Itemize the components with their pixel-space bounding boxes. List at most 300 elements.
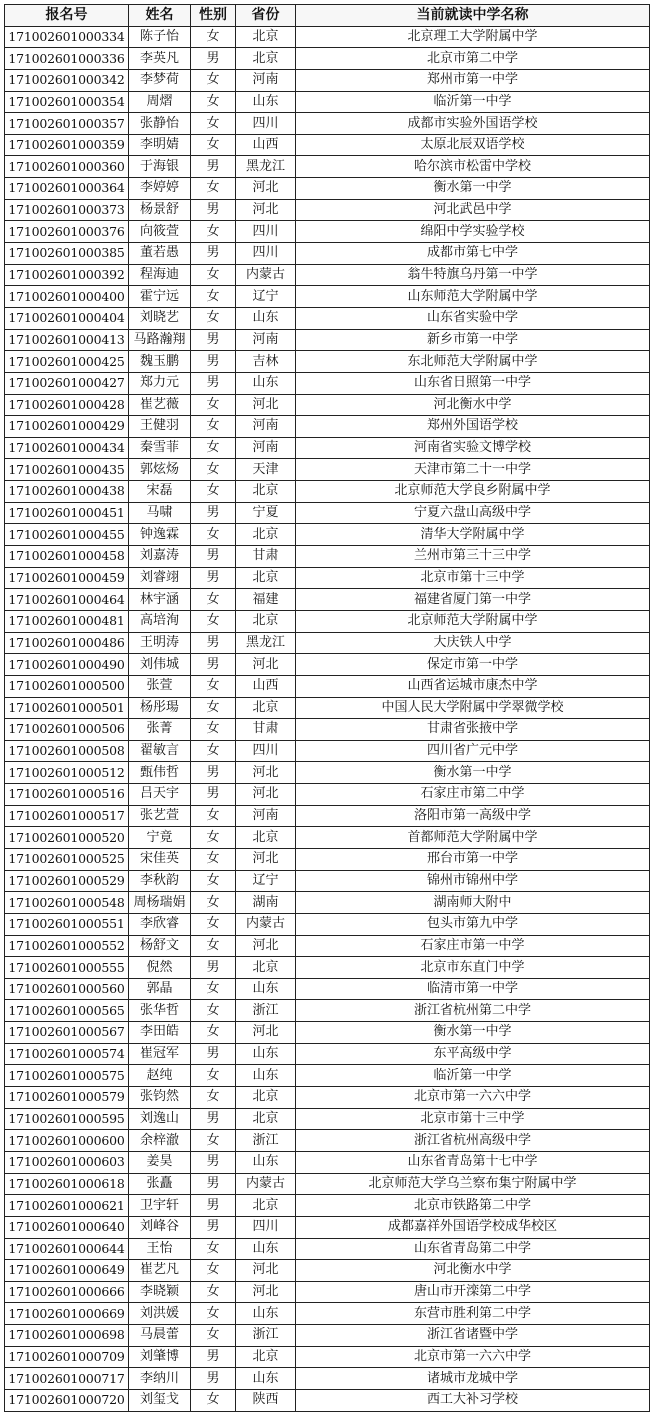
province-cell: 北京 bbox=[236, 957, 296, 979]
province-cell: 河南 bbox=[236, 805, 296, 827]
name-cell: 秦雪菲 bbox=[129, 437, 191, 459]
gender-cell: 女 bbox=[191, 264, 236, 286]
table-row bbox=[5, 589, 650, 611]
school-cell: 锦州市锦州中学 bbox=[296, 870, 650, 892]
province-cell: 河北 bbox=[236, 784, 296, 806]
name-cell: 霍宁远 bbox=[129, 286, 191, 308]
name-cell: 张矗 bbox=[129, 1173, 191, 1195]
school-cell: 绵阳中学实验学校 bbox=[296, 221, 650, 243]
name-cell: 杨舒文 bbox=[129, 935, 191, 957]
table-row bbox=[5, 1390, 650, 1412]
province-cell: 北京 bbox=[236, 1346, 296, 1368]
province-cell: 北京 bbox=[236, 48, 296, 70]
school-cell: 临沂第一中学 bbox=[296, 91, 650, 113]
name-cell: 张钧然 bbox=[129, 1087, 191, 1109]
table-row bbox=[5, 134, 650, 156]
name-cell: 倪然 bbox=[129, 957, 191, 979]
name-cell: 王明涛 bbox=[129, 632, 191, 654]
registration-number-cell: 171002601000618 bbox=[5, 1173, 129, 1195]
province-cell: 四川 bbox=[236, 221, 296, 243]
name-cell: 杨彤瑒 bbox=[129, 697, 191, 719]
school-cell: 洛阳市第一高级中学 bbox=[296, 805, 650, 827]
name-cell: 钟逸霖 bbox=[129, 524, 191, 546]
table-row bbox=[5, 69, 650, 91]
name-cell: 吕天宇 bbox=[129, 784, 191, 806]
province-cell: 河北 bbox=[236, 394, 296, 416]
school-cell: 哈尔滨市松雷中学校 bbox=[296, 156, 650, 178]
gender-cell: 女 bbox=[191, 221, 236, 243]
school-cell: 河北衡水中学 bbox=[296, 394, 650, 416]
name-cell: 刘伟城 bbox=[129, 654, 191, 676]
table-row bbox=[5, 892, 650, 914]
school-cell: 浙江省杭州第二中学 bbox=[296, 1000, 650, 1022]
table-row bbox=[5, 827, 650, 849]
province-cell: 北京 bbox=[236, 481, 296, 503]
school-cell: 山东省青岛第二中学 bbox=[296, 1238, 650, 1260]
registration-number-cell: 171002601000354 bbox=[5, 91, 129, 113]
gender-cell: 男 bbox=[191, 1368, 236, 1390]
gender-cell: 男 bbox=[191, 1216, 236, 1238]
name-cell: 王健羽 bbox=[129, 416, 191, 438]
gender-cell: 女 bbox=[191, 286, 236, 308]
school-cell: 北京理工大学附属中学 bbox=[296, 26, 650, 48]
gender-cell: 男 bbox=[191, 1108, 236, 1130]
gender-cell: 女 bbox=[191, 978, 236, 1000]
registration-number-cell: 171002601000560 bbox=[5, 978, 129, 1000]
province-cell: 河南 bbox=[236, 437, 296, 459]
province-cell: 河北 bbox=[236, 848, 296, 870]
registration-number-cell: 171002601000500 bbox=[5, 675, 129, 697]
name-cell: 李婷婷 bbox=[129, 178, 191, 200]
registration-number-cell: 171002601000555 bbox=[5, 957, 129, 979]
province-cell: 山西 bbox=[236, 134, 296, 156]
province-cell: 河北 bbox=[236, 762, 296, 784]
school-cell: 山东省实验中学 bbox=[296, 307, 650, 329]
gender-cell: 女 bbox=[191, 1130, 236, 1152]
table-row bbox=[5, 546, 650, 568]
table-row bbox=[5, 719, 650, 741]
table-row bbox=[5, 394, 650, 416]
school-cell: 甘肃省张掖中学 bbox=[296, 719, 650, 741]
registration-number-cell: 171002601000464 bbox=[5, 589, 129, 611]
gender-cell: 男 bbox=[191, 372, 236, 394]
name-cell: 卫宇轩 bbox=[129, 1195, 191, 1217]
registration-number-cell: 171002601000603 bbox=[5, 1151, 129, 1173]
registration-number-cell: 171002601000451 bbox=[5, 502, 129, 524]
school-cell: 新乡市第一中学 bbox=[296, 329, 650, 351]
name-cell: 李明婧 bbox=[129, 134, 191, 156]
registration-number-cell: 171002601000525 bbox=[5, 848, 129, 870]
table-row bbox=[5, 351, 650, 373]
table-row bbox=[5, 1173, 650, 1195]
province-cell: 山西 bbox=[236, 675, 296, 697]
name-cell: 崔艺薇 bbox=[129, 394, 191, 416]
name-cell: 宋佳英 bbox=[129, 848, 191, 870]
registration-number-cell: 171002601000392 bbox=[5, 264, 129, 286]
table-row bbox=[5, 1281, 650, 1303]
gender-cell: 女 bbox=[191, 913, 236, 935]
province-cell: 黑龙江 bbox=[236, 632, 296, 654]
school-cell: 诸城市龙城中学 bbox=[296, 1368, 650, 1390]
table-row bbox=[5, 654, 650, 676]
name-cell: 崔艺凡 bbox=[129, 1260, 191, 1282]
province-cell: 吉林 bbox=[236, 351, 296, 373]
gender-cell: 女 bbox=[191, 1281, 236, 1303]
gender-cell: 女 bbox=[191, 805, 236, 827]
gender-cell: 女 bbox=[191, 1087, 236, 1109]
registration-number-cell: 171002601000413 bbox=[5, 329, 129, 351]
gender-cell: 女 bbox=[191, 307, 236, 329]
school-cell: 北京师范大学良乡附属中学 bbox=[296, 481, 650, 503]
gender-cell: 女 bbox=[191, 589, 236, 611]
school-cell: 中国人民大学附属中学翠微学校 bbox=[296, 697, 650, 719]
table-row bbox=[5, 1087, 650, 1109]
school-cell: 浙江省杭州高级中学 bbox=[296, 1130, 650, 1152]
table-row bbox=[5, 1000, 650, 1022]
registration-number-cell: 171002601000336 bbox=[5, 48, 129, 70]
table-row bbox=[5, 26, 650, 48]
name-cell: 李晓颖 bbox=[129, 1281, 191, 1303]
registration-number-cell: 171002601000400 bbox=[5, 286, 129, 308]
table-row bbox=[5, 372, 650, 394]
table-row bbox=[5, 1130, 650, 1152]
registration-number-cell: 171002601000600 bbox=[5, 1130, 129, 1152]
school-cell: 临清市第一中学 bbox=[296, 978, 650, 1000]
school-cell: 河北武邑中学 bbox=[296, 199, 650, 221]
province-cell: 山东 bbox=[236, 1151, 296, 1173]
registration-number-cell: 171002601000434 bbox=[5, 437, 129, 459]
name-cell: 李纳川 bbox=[129, 1368, 191, 1390]
name-cell: 马路瀚翔 bbox=[129, 329, 191, 351]
table-row bbox=[5, 632, 650, 654]
registration-number-cell: 171002601000565 bbox=[5, 1000, 129, 1022]
province-cell: 四川 bbox=[236, 113, 296, 135]
registration-number-cell: 171002601000640 bbox=[5, 1216, 129, 1238]
header-registration-number: 报名号 bbox=[5, 5, 129, 27]
province-cell: 福建 bbox=[236, 589, 296, 611]
registration-number-cell: 171002601000342 bbox=[5, 69, 129, 91]
table-row bbox=[5, 459, 650, 481]
header-gender: 性别 bbox=[191, 5, 236, 27]
school-cell: 石家庄市第一中学 bbox=[296, 935, 650, 957]
name-cell: 甄伟哲 bbox=[129, 762, 191, 784]
name-cell: 周杨瑞娟 bbox=[129, 892, 191, 914]
school-cell: 北京市第十三中学 bbox=[296, 1108, 650, 1130]
name-cell: 翟敏言 bbox=[129, 740, 191, 762]
school-cell: 首都师范大学附属中学 bbox=[296, 827, 650, 849]
province-cell: 陕西 bbox=[236, 1390, 296, 1412]
gender-cell: 女 bbox=[191, 459, 236, 481]
name-cell: 林宇涵 bbox=[129, 589, 191, 611]
school-cell: 北京市第十三中学 bbox=[296, 567, 650, 589]
school-cell: 清华大学附属中学 bbox=[296, 524, 650, 546]
school-cell: 浙江省诸暨中学 bbox=[296, 1325, 650, 1347]
registration-number-cell: 171002601000455 bbox=[5, 524, 129, 546]
name-cell: 魏玉鹏 bbox=[129, 351, 191, 373]
school-cell: 四川省广元中学 bbox=[296, 740, 650, 762]
table-row bbox=[5, 978, 650, 1000]
province-cell: 浙江 bbox=[236, 1325, 296, 1347]
name-cell: 刘玺戈 bbox=[129, 1390, 191, 1412]
gender-cell: 男 bbox=[191, 329, 236, 351]
school-cell: 保定市第一中学 bbox=[296, 654, 650, 676]
province-cell: 内蒙古 bbox=[236, 1173, 296, 1195]
school-cell: 北京市第二中学 bbox=[296, 48, 650, 70]
province-cell: 天津 bbox=[236, 459, 296, 481]
table-row bbox=[5, 1043, 650, 1065]
school-cell: 石家庄市第二中学 bbox=[296, 784, 650, 806]
registration-number-cell: 171002601000552 bbox=[5, 935, 129, 957]
name-cell: 程海迪 bbox=[129, 264, 191, 286]
province-cell: 山东 bbox=[236, 91, 296, 113]
name-cell: 宁竟 bbox=[129, 827, 191, 849]
school-cell: 兰州市第三十三中学 bbox=[296, 546, 650, 568]
registration-number-cell: 171002601000529 bbox=[5, 870, 129, 892]
province-cell: 河北 bbox=[236, 1022, 296, 1044]
school-cell: 福建省厦门第一中学 bbox=[296, 589, 650, 611]
gender-cell: 男 bbox=[191, 1195, 236, 1217]
table-row bbox=[5, 91, 650, 113]
gender-cell: 女 bbox=[191, 1000, 236, 1022]
school-cell: 北京师范大学附属中学 bbox=[296, 610, 650, 632]
province-cell: 北京 bbox=[236, 567, 296, 589]
registration-number-cell: 171002601000459 bbox=[5, 567, 129, 589]
table-row bbox=[5, 221, 650, 243]
gender-cell: 男 bbox=[191, 351, 236, 373]
table-row bbox=[5, 307, 650, 329]
registration-number-cell: 171002601000698 bbox=[5, 1325, 129, 1347]
registration-number-cell: 171002601000438 bbox=[5, 481, 129, 503]
gender-cell: 女 bbox=[191, 740, 236, 762]
gender-cell: 女 bbox=[191, 416, 236, 438]
school-cell: 河北衡水中学 bbox=[296, 1260, 650, 1282]
table-row bbox=[5, 329, 650, 351]
province-cell: 宁夏 bbox=[236, 502, 296, 524]
name-cell: 张菁 bbox=[129, 719, 191, 741]
registration-number-cell: 171002601000595 bbox=[5, 1108, 129, 1130]
table-row bbox=[5, 199, 650, 221]
school-cell: 河南省实验文博学校 bbox=[296, 437, 650, 459]
gender-cell: 女 bbox=[191, 1022, 236, 1044]
province-cell: 浙江 bbox=[236, 1130, 296, 1152]
name-cell: 余梓澈 bbox=[129, 1130, 191, 1152]
table-row bbox=[5, 178, 650, 200]
table-row bbox=[5, 1195, 650, 1217]
name-cell: 周熠 bbox=[129, 91, 191, 113]
province-cell: 河北 bbox=[236, 1281, 296, 1303]
school-cell: 包头市第九中学 bbox=[296, 913, 650, 935]
province-cell: 浙江 bbox=[236, 1000, 296, 1022]
gender-cell: 男 bbox=[191, 546, 236, 568]
name-cell: 刘睿翊 bbox=[129, 567, 191, 589]
province-cell: 山东 bbox=[236, 307, 296, 329]
table-row bbox=[5, 1065, 650, 1087]
table-row bbox=[5, 481, 650, 503]
name-cell: 宋磊 bbox=[129, 481, 191, 503]
table-row bbox=[5, 805, 650, 827]
gender-cell: 女 bbox=[191, 26, 236, 48]
gender-cell: 男 bbox=[191, 957, 236, 979]
name-cell: 董若愚 bbox=[129, 243, 191, 265]
school-cell: 邢台市第一中学 bbox=[296, 848, 650, 870]
registration-number-cell: 171002601000548 bbox=[5, 892, 129, 914]
registration-number-cell: 171002601000360 bbox=[5, 156, 129, 178]
gender-cell: 女 bbox=[191, 524, 236, 546]
province-cell: 河南 bbox=[236, 416, 296, 438]
registration-number-cell: 171002601000669 bbox=[5, 1303, 129, 1325]
province-cell: 河南 bbox=[236, 69, 296, 91]
province-cell: 辽宁 bbox=[236, 870, 296, 892]
registration-number-cell: 171002601000508 bbox=[5, 740, 129, 762]
province-cell: 黑龙江 bbox=[236, 156, 296, 178]
table-row bbox=[5, 243, 650, 265]
name-cell: 马啸 bbox=[129, 502, 191, 524]
gender-cell: 女 bbox=[191, 437, 236, 459]
registration-number-cell: 171002601000490 bbox=[5, 654, 129, 676]
province-cell: 甘肃 bbox=[236, 719, 296, 741]
table-header-row bbox=[5, 5, 650, 27]
gender-cell: 男 bbox=[191, 1043, 236, 1065]
name-cell: 刘嘉涛 bbox=[129, 546, 191, 568]
gender-cell: 男 bbox=[191, 48, 236, 70]
province-cell: 北京 bbox=[236, 1195, 296, 1217]
gender-cell: 女 bbox=[191, 892, 236, 914]
school-cell: 东营市胜利第二中学 bbox=[296, 1303, 650, 1325]
name-cell: 向筱萱 bbox=[129, 221, 191, 243]
gender-cell: 男 bbox=[191, 784, 236, 806]
name-cell: 崔冠军 bbox=[129, 1043, 191, 1065]
gender-cell: 男 bbox=[191, 1346, 236, 1368]
table-row bbox=[5, 1303, 650, 1325]
name-cell: 李田皓 bbox=[129, 1022, 191, 1044]
school-cell: 太原北辰双语学校 bbox=[296, 134, 650, 156]
table-row bbox=[5, 610, 650, 632]
name-cell: 姜昊 bbox=[129, 1151, 191, 1173]
registration-number-cell: 171002601000334 bbox=[5, 26, 129, 48]
school-cell: 山西省运城市康杰中学 bbox=[296, 675, 650, 697]
gender-cell: 男 bbox=[191, 156, 236, 178]
gender-cell: 女 bbox=[191, 719, 236, 741]
student-list-table bbox=[4, 4, 650, 1412]
name-cell: 杨景舒 bbox=[129, 199, 191, 221]
gender-cell: 女 bbox=[191, 610, 236, 632]
table-row bbox=[5, 848, 650, 870]
school-cell: 大庆铁人中学 bbox=[296, 632, 650, 654]
registration-number-cell: 171002601000501 bbox=[5, 697, 129, 719]
registration-number-cell: 171002601000579 bbox=[5, 1087, 129, 1109]
school-cell: 成都嘉祥外国语学校成华校区 bbox=[296, 1216, 650, 1238]
registration-number-cell: 171002601000644 bbox=[5, 1238, 129, 1260]
school-cell: 临沂第一中学 bbox=[296, 1065, 650, 1087]
province-cell: 北京 bbox=[236, 1108, 296, 1130]
table-row bbox=[5, 437, 650, 459]
table-row bbox=[5, 1325, 650, 1347]
province-cell: 山东 bbox=[236, 1238, 296, 1260]
gender-cell: 女 bbox=[191, 91, 236, 113]
registration-number-cell: 171002601000429 bbox=[5, 416, 129, 438]
gender-cell: 男 bbox=[191, 199, 236, 221]
school-cell: 山东省日照第一中学 bbox=[296, 372, 650, 394]
school-cell: 东北师范大学附属中学 bbox=[296, 351, 650, 373]
gender-cell: 男 bbox=[191, 1173, 236, 1195]
school-cell: 成都市实验外国语学校 bbox=[296, 113, 650, 135]
name-cell: 王怡 bbox=[129, 1238, 191, 1260]
province-cell: 湖南 bbox=[236, 892, 296, 914]
table-row bbox=[5, 524, 650, 546]
table-row bbox=[5, 784, 650, 806]
name-cell: 刘峰谷 bbox=[129, 1216, 191, 1238]
gender-cell: 女 bbox=[191, 1065, 236, 1087]
name-cell: 赵纯 bbox=[129, 1065, 191, 1087]
table-row bbox=[5, 264, 650, 286]
school-cell: 北京市铁路第二中学 bbox=[296, 1195, 650, 1217]
school-cell: 衡水第一中学 bbox=[296, 1022, 650, 1044]
registration-number-cell: 171002601000512 bbox=[5, 762, 129, 784]
table-row bbox=[5, 740, 650, 762]
province-cell: 河南 bbox=[236, 329, 296, 351]
table-row bbox=[5, 1022, 650, 1044]
province-cell: 北京 bbox=[236, 26, 296, 48]
registration-number-cell: 171002601000364 bbox=[5, 178, 129, 200]
province-cell: 四川 bbox=[236, 1216, 296, 1238]
header-school: 当前就读中学名称 bbox=[296, 5, 650, 27]
registration-number-cell: 171002601000720 bbox=[5, 1390, 129, 1412]
name-cell: 李梦荷 bbox=[129, 69, 191, 91]
school-cell: 西工大补习学校 bbox=[296, 1390, 650, 1412]
name-cell: 刘晓艺 bbox=[129, 307, 191, 329]
registration-number-cell: 171002601000481 bbox=[5, 610, 129, 632]
school-cell: 北京师范大学乌兰察布集宁附属中学 bbox=[296, 1173, 650, 1195]
province-cell: 北京 bbox=[236, 610, 296, 632]
table-row bbox=[5, 156, 650, 178]
province-cell: 山东 bbox=[236, 978, 296, 1000]
table-row bbox=[5, 416, 650, 438]
gender-cell: 男 bbox=[191, 502, 236, 524]
province-cell: 内蒙古 bbox=[236, 913, 296, 935]
school-cell: 东平高级中学 bbox=[296, 1043, 650, 1065]
province-cell: 山东 bbox=[236, 1043, 296, 1065]
province-cell: 甘肃 bbox=[236, 546, 296, 568]
gender-cell: 女 bbox=[191, 935, 236, 957]
table-row bbox=[5, 1368, 650, 1390]
header-name: 姓名 bbox=[129, 5, 191, 27]
table-row bbox=[5, 113, 650, 135]
school-cell: 衡水第一中学 bbox=[296, 762, 650, 784]
name-cell: 刘逸山 bbox=[129, 1108, 191, 1130]
province-cell: 山东 bbox=[236, 1303, 296, 1325]
gender-cell: 女 bbox=[191, 1390, 236, 1412]
table-row bbox=[5, 935, 650, 957]
table-row bbox=[5, 697, 650, 719]
gender-cell: 女 bbox=[191, 481, 236, 503]
gender-cell: 男 bbox=[191, 632, 236, 654]
gender-cell: 女 bbox=[191, 675, 236, 697]
registration-number-cell: 171002601000717 bbox=[5, 1368, 129, 1390]
province-cell: 山东 bbox=[236, 1368, 296, 1390]
registration-number-cell: 171002601000574 bbox=[5, 1043, 129, 1065]
school-cell: 成都市第七中学 bbox=[296, 243, 650, 265]
school-cell: 宁夏六盘山高级中学 bbox=[296, 502, 650, 524]
gender-cell: 女 bbox=[191, 1303, 236, 1325]
school-cell: 北京市第一六六中学 bbox=[296, 1346, 650, 1368]
gender-cell: 男 bbox=[191, 243, 236, 265]
province-cell: 四川 bbox=[236, 740, 296, 762]
gender-cell: 女 bbox=[191, 1325, 236, 1347]
table-row bbox=[5, 675, 650, 697]
school-cell: 山东省青岛第十七中学 bbox=[296, 1151, 650, 1173]
school-cell: 天津市第二十一中学 bbox=[296, 459, 650, 481]
table-row bbox=[5, 762, 650, 784]
